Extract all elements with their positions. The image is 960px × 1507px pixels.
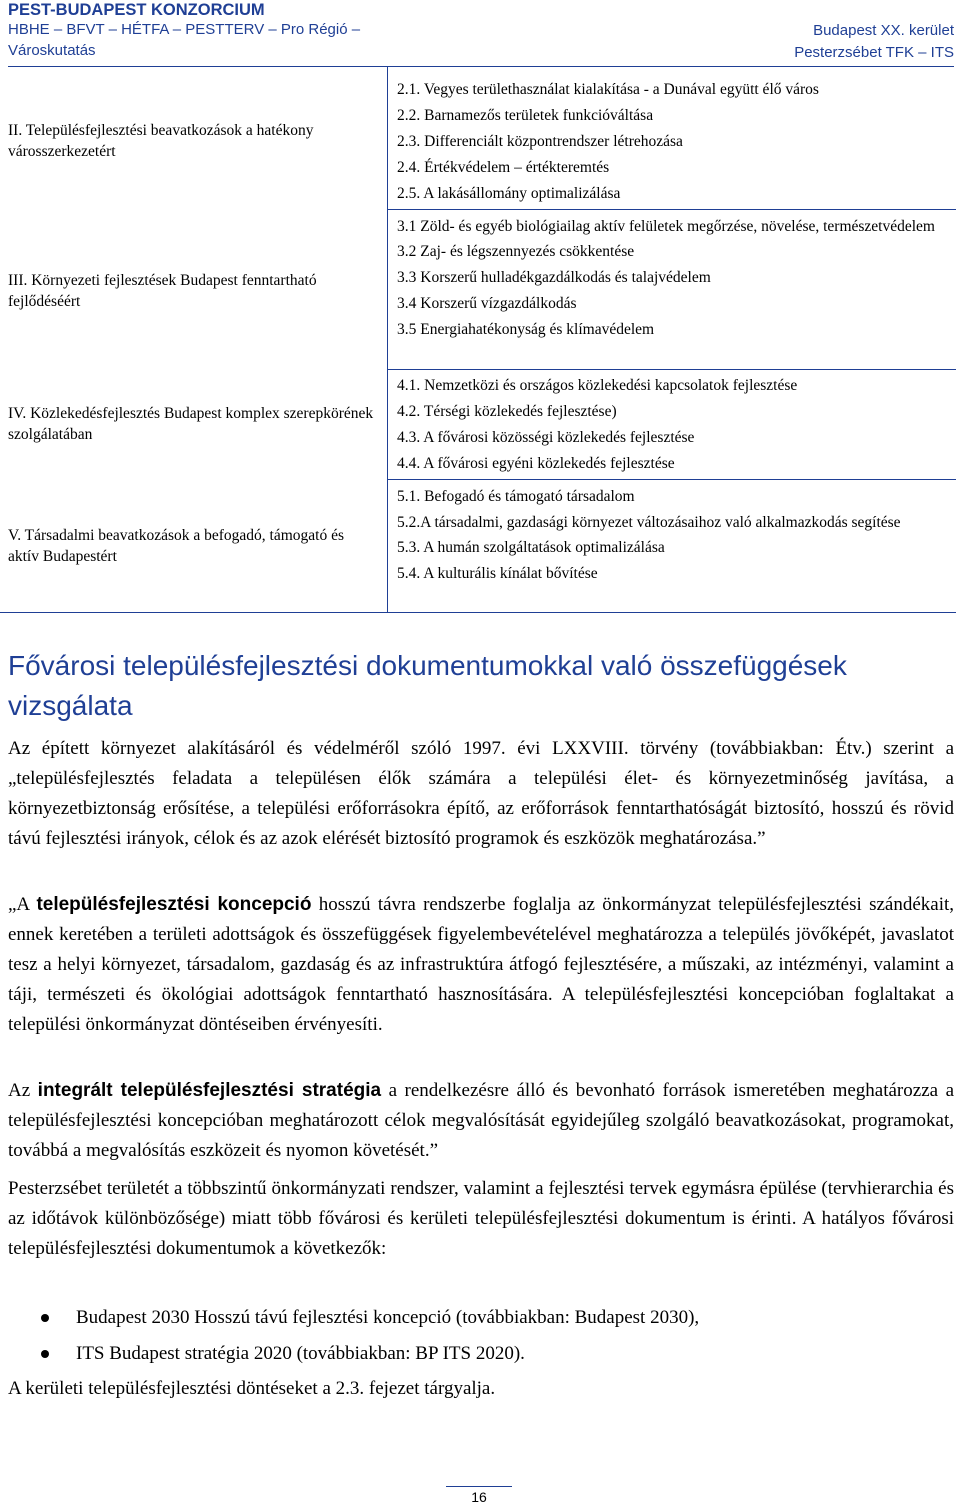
table-row-items (397, 484, 952, 587)
table-row-divider (387, 209, 956, 210)
list-item (8, 1336, 954, 1372)
list-item: 4.2. Térségi közlekedés fejlesztése) (397, 403, 617, 420)
paragraph-text: Az (8, 1080, 38, 1101)
bullet-icon (41, 1314, 49, 1322)
list-item: 2.2. Barnamezős területek funkcióváltása (397, 107, 654, 124)
consortium-name: PEST-BUDAPEST KONZORCIUM (8, 1, 265, 19)
header-right (794, 20, 954, 64)
list-item: 3.2 Zaj- és légszennyezés csökkentése (397, 243, 635, 260)
page-header (8, 0, 954, 67)
consortium-members: HBHE – BFVT – HÉTFA – PESTTERV – Pro Régió – (8, 21, 361, 38)
list-item: 3.4 Korszerű vízgazdálkodás (397, 295, 577, 312)
table-row-divider (387, 479, 956, 480)
table-row-label: IV. Közlekedésfejlesztés Budapest komplex szerepkörének szolgálatában (8, 405, 374, 443)
list-item (8, 1300, 954, 1336)
district-name: Budapest XX. kerület (813, 22, 954, 39)
list-item: 5.2.A társadalmi, gazdasági környezet változásaihoz való alkalmazkodás segítése (397, 514, 901, 531)
consortium-members-cont: Városkutatás (8, 42, 96, 59)
section-title: Fővárosi településfejlesztési dokumentumokkal való összefüggések vizsgálata (8, 650, 847, 721)
list-item: 2.4. Értékvédelem – értékteremtés (397, 159, 610, 176)
list-item: 5.4. A kulturális kínálat bővítése (397, 565, 598, 582)
closing-sentence: A kerületi településfejlesztési döntéseket a 2.3. fejezet tárgyalja. (8, 1378, 496, 1399)
goals-table (0, 66, 956, 613)
paragraph-etv: Az épített környezet alakításáról és védelméről szóló 1997. évi LXXVIII. törvény (továbbiakban: Étv.) szerint a „településfejlesztés feladata a településen élők számára a települési élet- és környezetminőség javítása, a környezetbiztonság erősítése, a települési erőforrásokra építő, az erőforrások fenntarthatóságát biztosító, hosszú és rövid távú fejlesztési irányok, célok és az azok elérését biztosító programok és eszközök meghatározása.” (8, 738, 954, 849)
table-row-items (397, 77, 952, 207)
paragraph-pesterzsebet: Pesterzsébet területét a többszintű önkormányzati rendszer, valamint a fejlesztési tervek egymásra épülése (tervhierarchia és az időtávok különbözősége) miatt több fővárosi és kerületi településfejlesztési dokumentum is érinti. A hatályos fővárosi településfejlesztési dokumentumok a következők: (8, 1178, 954, 1259)
table-row-divider (387, 369, 956, 370)
list-item: 3.1 Zöld- és egyéb biológiailag aktív felületek megőrzése, növelése, természetvédelem (397, 218, 935, 235)
table-row-label: II. Településfejlesztési beavatkozások a hatékony városszerkezetért (8, 122, 314, 160)
document-name: Pesterzsébet TFK – ITS (794, 44, 954, 61)
table-row-label: III. Környezeti fejlesztések Budapest fenntartható fejlődéséért (8, 272, 317, 310)
list-item: 4.1. Nemzetközi és országos közlekedési kapcsolatok fejlesztése (397, 377, 798, 394)
list-item: 5.1. Befogadó és támogató társadalom (397, 488, 635, 505)
list-item: 3.3 Korszerű hulladékgazdálkodás és talajvédelem (397, 269, 711, 286)
list-item: 2.3. Differenciált központrendszer létrehozása (397, 133, 683, 150)
document-list (8, 1300, 954, 1372)
page-number: 16 (471, 1489, 487, 1505)
footer-divider (446, 1486, 512, 1487)
paragraph-text: a rendelkezésre álló és bevonható források ismeretében meghatározza a településfejlesztési koncepcióban meghatározott célok megvalósítását egyidejűleg szolgáló beavatkozásokat, programokat, továbbá a megvalósítás eszközeit és nyomon követését.” (8, 1080, 955, 1161)
header-left (8, 0, 360, 61)
list-item: 2.1. Vegyes területhasználat kialakítása - a Dunával együtt élő város (397, 81, 819, 98)
paragraph-text: „A (8, 894, 37, 915)
term-concept: településfejlesztési koncepció (36, 894, 312, 915)
term-strategy: integrált településfejlesztési stratégia (37, 1080, 382, 1101)
paragraph-concept (8, 890, 954, 1040)
list-item: 5.3. A humán szolgáltatások optimalizálása (397, 539, 665, 556)
list-item: 4.3. A fővárosi közösségi közlekedés fejlesztése (397, 429, 695, 446)
list-item: 3.5 Energiahatékonyság és klímavédelem (397, 321, 655, 338)
list-item-text: ITS Budapest stratégia 2020 (továbbiakban: BP ITS 2020). (76, 1343, 525, 1364)
list-item: 2.5. A lakásállomány optimalizálása (397, 185, 621, 202)
table-row-label: V. Társadalmi beavatkozások a befogadó, támogató és aktív Budapestért (8, 527, 345, 565)
table-row-items (397, 373, 952, 477)
list-item-text: Budapest 2030 Hosszú távú fejlesztési koncepció (továbbiakban: Budapest 2030), (76, 1307, 700, 1328)
bullet-icon (41, 1350, 49, 1358)
list-item: 4.4. A fővárosi egyéni közlekedés fejlesztése (397, 455, 675, 472)
paragraph-text: hosszú távra rendszerbe foglalja az önkormányzat településfejlesztési szándékait, ennek keretében a területi adottságok és összefüggések figyelembevételével meghatározza a település jövőképét, javaslatot tesz a helyi környezet, társadalom, gazdaság és az infrastruktúra átfogó fejlesztésére, a műszaki, az intézményi, valamint a táji, természeti és ökológiai adottságok fenntartható hasznosítására. A településfejlesztési koncepcióban foglaltakat a települési önkormányzat döntéseiben érvényesíti. (8, 894, 954, 1035)
paragraph-strategy (8, 1076, 954, 1166)
table-column-divider (387, 66, 388, 612)
table-row-items (397, 214, 952, 343)
